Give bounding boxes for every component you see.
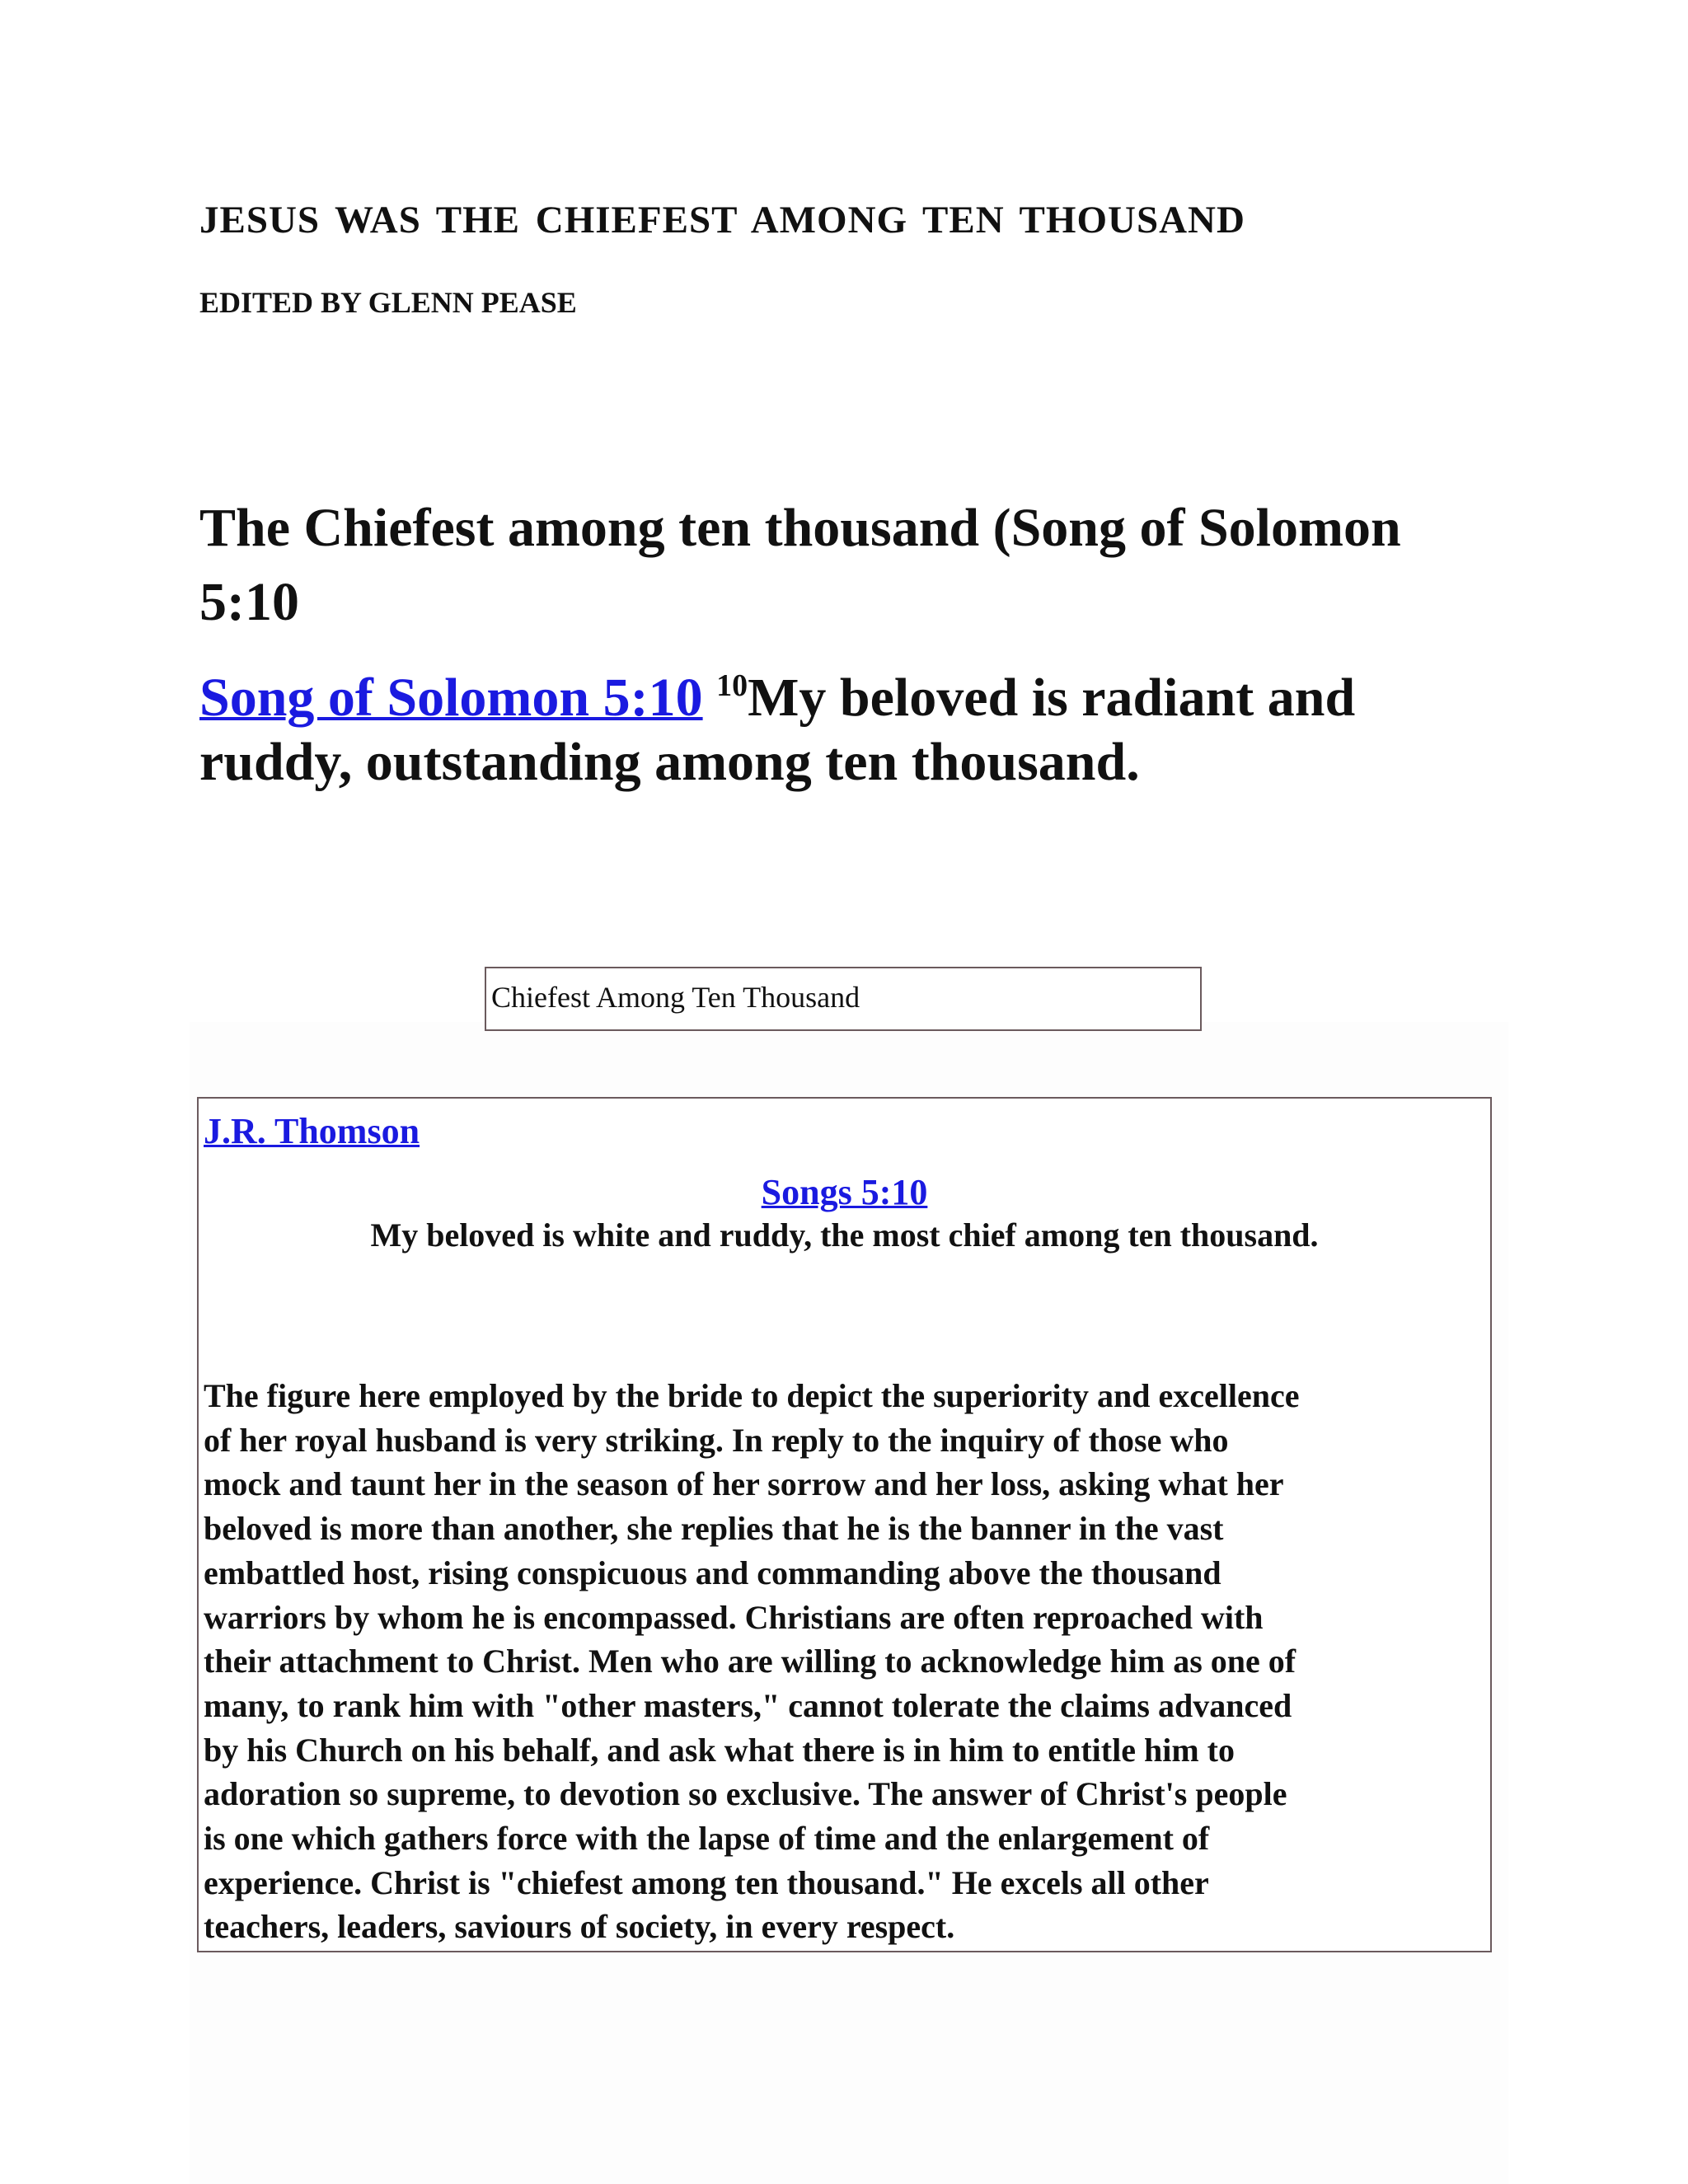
commentary-line: teachers, leaders, saviours of society, in every respect. (204, 1908, 955, 1946)
commentary-reference-text: My beloved is white and ruddy, the most chief among ten thousand. (370, 1216, 1319, 1254)
commentary-line: of her royal husband is very striking. In reply to the inquiry of those who (204, 1421, 1229, 1459)
verse-number: 10 (716, 668, 748, 703)
verse-block (199, 666, 1485, 794)
commentary-line: beloved is more than another, she replies that he is the banner in the vast (204, 1510, 1224, 1548)
document-title: JESUS WAS THE CHIEFEST AMONG TEN THOUSAND (199, 199, 1245, 241)
caption-box (485, 967, 1202, 1031)
commentary-line: many, to rank him with "other masters," cannot tolerate the claims advanced (204, 1686, 1292, 1724)
document-editor: EDITED BY GLENN PEASE (199, 286, 577, 319)
commentary-body (204, 1374, 1489, 1949)
commentary-line: The figure here employed by the bride to depict the superiority and excellence (204, 1377, 1300, 1414)
verse-text: My beloved is radiant and ruddy, outstanding among ten thousand. (199, 668, 1356, 792)
caption-label: Chiefest Among Ten Thousand (491, 981, 860, 1014)
commentary-box (197, 1097, 1492, 1952)
commentary-line: experience. Christ is "chiefest among ten thousand." He excels all other (204, 1863, 1209, 1901)
commentary-line: is one which gathers force with the lapse of time and the enlargement of (204, 1820, 1210, 1858)
commentary-line: embattled host, rising conspicuous and commanding above the thousand (204, 1554, 1221, 1591)
commentary-line: their attachment to Christ. Men who are willing to acknowledge him as one of (204, 1643, 1296, 1680)
commentary-line: by his Church on his behalf, and ask what there is in him to entitle him to (204, 1731, 1235, 1769)
verse-reference-link[interactable]: Song of Solomon 5:10 (199, 668, 703, 728)
author-link[interactable]: J.R. Thomson (204, 1111, 420, 1151)
commentary-line: adoration so supreme, to devotion so exclusive. The answer of Christ's people (204, 1775, 1287, 1813)
commentary-line: mock and taunt her in the season of her sorrow and her loss, asking what her (204, 1465, 1284, 1503)
commentary-reference-link[interactable]: Songs 5:10 (761, 1172, 928, 1212)
section-heading: The Chiefest among ten thousand (Song of Solomon 5:10 (199, 498, 1401, 632)
commentary-line: warriors by whom he is encompassed. Christians are often reproached with (204, 1598, 1264, 1636)
